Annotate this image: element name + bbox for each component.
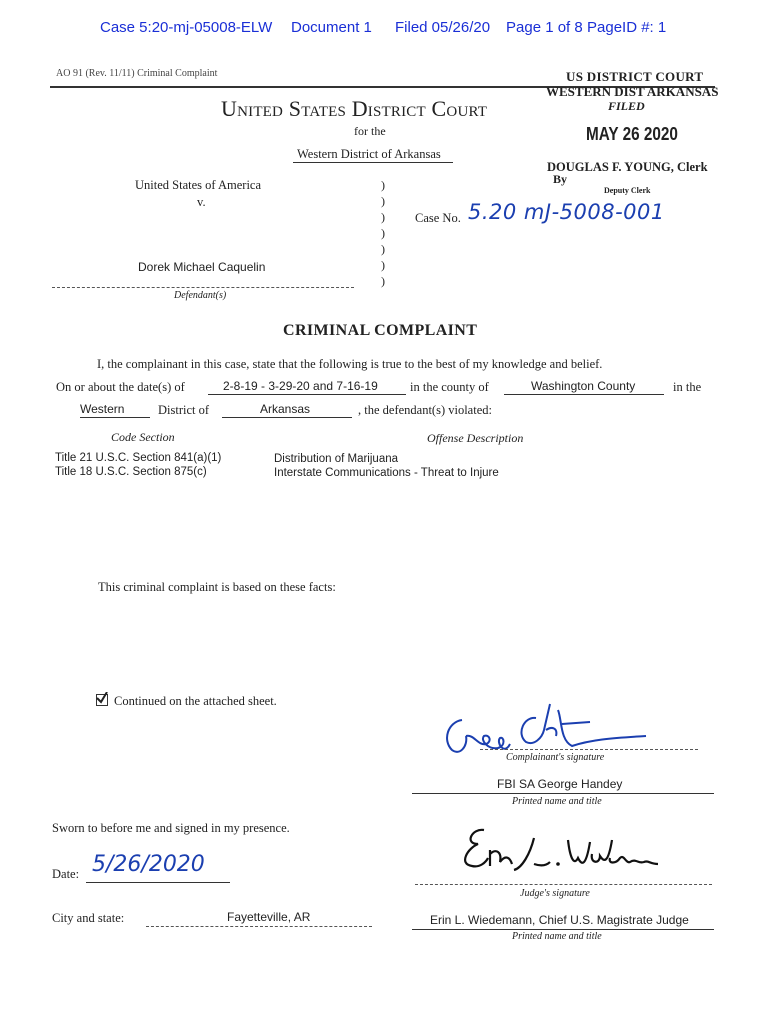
complainant-sig-rule [480, 749, 698, 750]
stamp-deputy: Deputy Clerk [604, 186, 651, 195]
complainant-signature [440, 700, 660, 760]
state-rule [222, 417, 352, 418]
form-id: AO 91 (Rev. 11/11) Criminal Complaint [56, 68, 218, 79]
ecf-page-count: Page 1 of 8 [506, 19, 583, 36]
stamp-date: MAY 26 2020 [586, 124, 678, 144]
bracket-7: ) [381, 274, 385, 288]
complainant-name-rule [412, 793, 714, 794]
defendant-name: Dorek Michael Caquelin [138, 260, 266, 274]
bracket-2: ) [381, 194, 385, 208]
case-number-label: Case No. [415, 211, 461, 225]
district-rule [293, 162, 453, 163]
for-the: for the [354, 124, 386, 138]
bracket-1: ) [381, 178, 385, 192]
city-state-label: City and state: [52, 911, 125, 925]
city-state-rule [146, 926, 372, 927]
ecf-page-id: PageID #: 1 [587, 19, 667, 36]
district-word: Western [80, 402, 125, 416]
defendant-rule [52, 287, 354, 288]
court-title: United States District Court [221, 96, 488, 121]
judge-name: Erin L. Wiedemann, Chief U.S. Magistrate Judge [430, 913, 689, 927]
code-section-1: Title 21 U.S.C. Section 841(a)(1) [55, 452, 222, 464]
complainant-sig-label: Complainant's signature [506, 752, 605, 763]
date-label: Date: [52, 867, 80, 881]
violated-label: , the defendant(s) violated: [358, 403, 492, 417]
district-of-label: District of [158, 403, 210, 417]
dates-rule [208, 394, 406, 395]
offense-description-header: Offense Description [427, 431, 524, 445]
checkmark-icon [96, 692, 108, 704]
case-number-handwritten: 5.20 mJ-5008-001 [468, 200, 665, 224]
versus: v. [197, 195, 206, 209]
ecf-case-number: Case 5:20-mj-05008-ELW [100, 19, 273, 36]
stamp-court: US DISTRICT COURT [566, 69, 704, 84]
sworn-statement: Sworn to before me and signed in my presence. [52, 821, 290, 835]
bracket-6: ) [381, 258, 385, 272]
ecf-document-number: Document 1 [291, 19, 372, 36]
plaintiff-name: United States of America [135, 178, 262, 192]
county-name: Washington County [531, 379, 636, 393]
stamp-filed: FILED [608, 99, 645, 113]
judge-sig-rule [415, 884, 712, 885]
judge-signature [450, 818, 670, 878]
offense-description-1: Distribution of Marijuana [274, 453, 399, 465]
city-state-value: Fayetteville, AR [227, 910, 311, 924]
district-word-rule [80, 417, 150, 418]
in-county-label: in the county of [410, 380, 489, 394]
date-handwritten: 5/26/2020 [92, 852, 205, 877]
offense-description-2: Interstate Communications - Threat to Injure [274, 467, 499, 479]
stamp-by: By [553, 172, 568, 186]
complainant-statement: I, the complainant in this case, state that the following is true to the best of my knowledge and belief. [97, 357, 603, 371]
bracket-4: ) [381, 226, 385, 240]
in-the-label: in the [673, 380, 702, 394]
state-name: Arkansas [260, 402, 311, 416]
ecf-filed-date: Filed 05/26/20 [395, 19, 491, 36]
defendant-label: Defendant(s) [174, 290, 227, 301]
complainant-name-label: Printed name and title [512, 796, 602, 807]
facts-statement: This criminal complaint is based on these facts: [98, 580, 336, 594]
complainant-name: FBI SA George Handey [497, 777, 623, 791]
code-section-2: Title 18 U.S.C. Section 875(c) [55, 466, 207, 478]
stamp-clerk: DOUGLAS F. YOUNG, Clerk [547, 160, 708, 174]
offense-dates: 2-8-19 - 3-29-20 and 7-16-19 [223, 379, 378, 393]
continued-checkbox[interactable] [96, 694, 108, 706]
on-or-about-label: On or about the date(s) of [56, 380, 185, 394]
continued-label: Continued on the attached sheet. [114, 694, 277, 708]
court-district: Western District of Arkansas [297, 147, 441, 161]
bracket-5: ) [381, 242, 385, 256]
stamp-district: WESTERN DIST ARKANSAS [546, 84, 719, 99]
bracket-3: ) [381, 210, 385, 224]
county-rule [504, 394, 664, 395]
judge-name-rule [412, 929, 714, 930]
complaint-title: CRIMINAL COMPLAINT [283, 322, 478, 339]
code-section-header: Code Section [111, 430, 175, 444]
date-rule [86, 882, 230, 883]
judge-sig-label: Judge's signature [520, 888, 590, 899]
judge-name-label: Printed name and title [512, 931, 602, 942]
